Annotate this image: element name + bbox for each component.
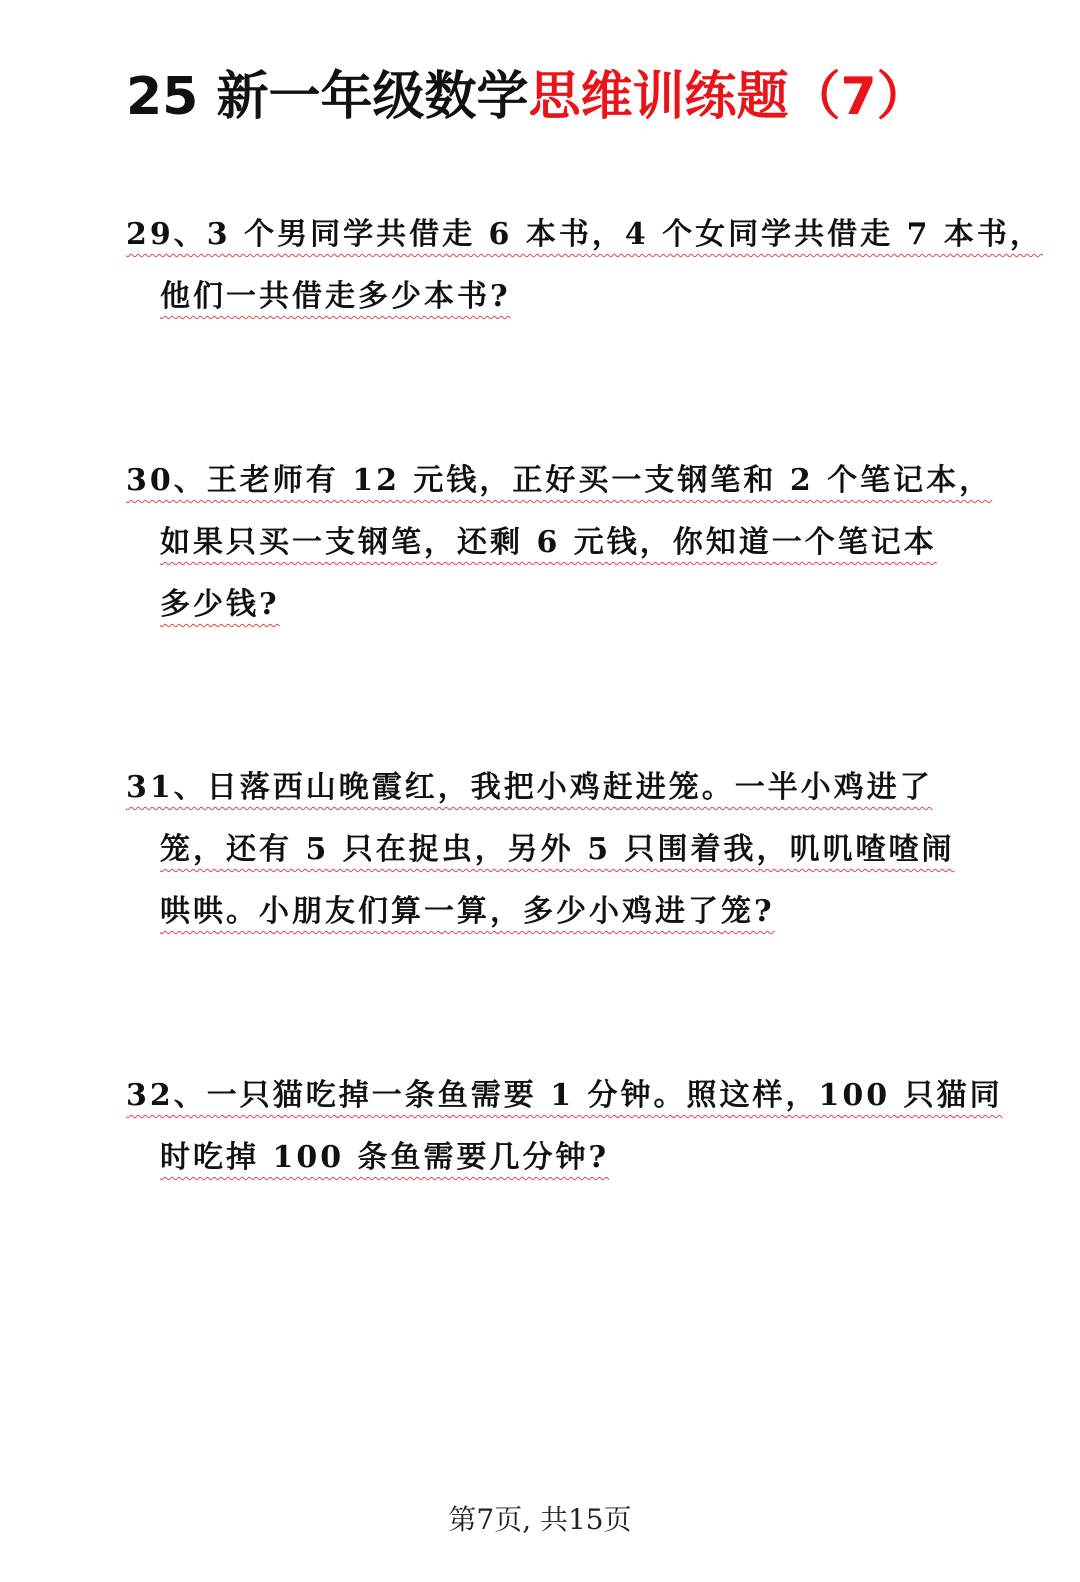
question-line: 29、3 个男同学共借走 6 本书，4 个女同学共借走 7 本书，: [126, 217, 1043, 252]
question-line: 如果只买一支钢笔，还剩 6 元钱，你知道一个笔记本: [160, 525, 937, 560]
page-number-footer: 第7页, 共15页: [448, 1503, 632, 1536]
question-30: [126, 450, 993, 636]
question-line: 32、一只猫吃掉一条鱼需要 1 分钟。照这样，100 只猫同: [126, 1078, 1003, 1113]
title-red-part: 思维训练题（7）: [528, 67, 929, 127]
question-31: [126, 757, 956, 943]
question-line: 他们一共借走多少本书?: [160, 279, 511, 314]
question-line: 30、王老师有 12 元钱，正好买一支钢笔和 2 个笔记本，: [126, 463, 993, 498]
question-line: 多少钱?: [160, 587, 280, 622]
title-black-part: 25 新一年级数学: [126, 67, 529, 127]
question-line: 时吃掉 100 条鱼需要几分钟?: [160, 1140, 610, 1175]
question-29: [126, 204, 1043, 328]
question-line: 笼，还有 5 只在捉虫，另外 5 只围着我，叽叽喳喳闹: [160, 832, 955, 867]
question-line: 31、日落西山晚霞红，我把小鸡赶进笼。一半小鸡进了: [126, 770, 933, 805]
page-title: [126, 62, 929, 132]
question-line: 哄哄。小朋友们算一算，多少小鸡进了笼?: [160, 894, 775, 929]
question-32: [126, 1065, 1003, 1189]
